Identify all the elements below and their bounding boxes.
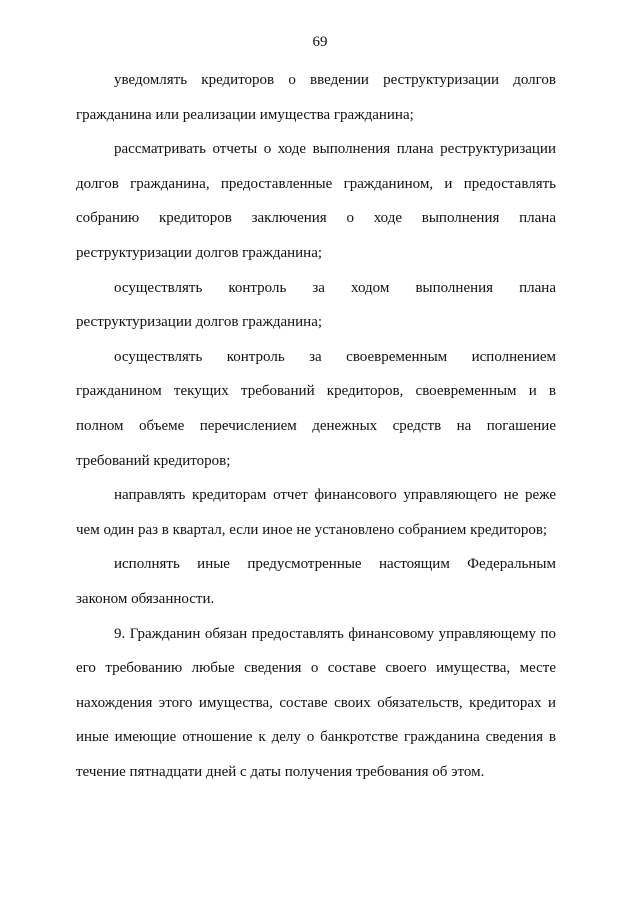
paragraph-control-plan: осуществлять контроль за ходом выполнения плана реструктуризации долгов гражданина; [76, 279, 556, 331]
paragraph-control-payments: осуществлять контроль за своевременным исполнением гражданином текущих требований кредиторов, своевременным и в полном объеме перечислением денежных средств на погашение требований кредиторов; [76, 348, 556, 469]
document-body [76, 63, 556, 789]
paragraph-send-report: направлять кредиторам отчет финансового управляющего не реже чем один раз в квартал, если иное не установлено собранием кредиторов; [76, 487, 556, 538]
paragraph-citizen-obligation: 9. Гражданин обязан предоставлять финансовому управляющему по его требованию любые сведения о составе своего имущества, месте нахождения этого имущества, составе своих обязательств, кредиторах и иные имеющие отношение к делу о банкротстве гражданина сведения в течение пятнадцати дней с даты получения требования об этом. [76, 625, 556, 780]
page-number: 69 [312, 34, 328, 50]
paragraph-review-reports: рассматривать отчеты о ходе выполнения плана реструктуризации долгов гражданина, предоставленные гражданином, и предоставлять собранию кредиторов заключения о ходе выполнения плана реструктуризации долгов гражданина; [76, 141, 556, 261]
paragraph-notify-creditors: уведомлять кредиторов о введении реструктуризации долгов гражданина или реализации имущества гражданина; [76, 72, 556, 123]
paragraph-other-duties: исполнять иные предусмотренные настоящим Федеральным законом обязанности. [76, 556, 556, 607]
